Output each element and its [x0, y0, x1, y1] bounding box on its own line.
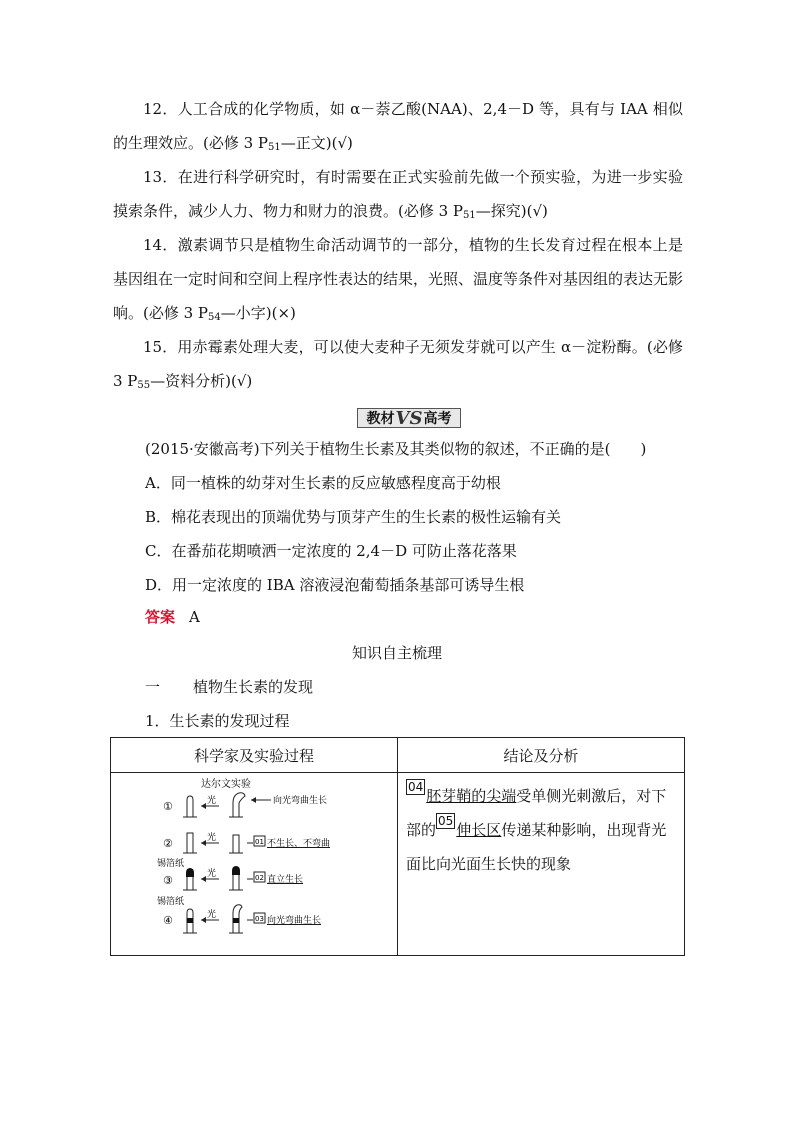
- result-3: 直立生长: [267, 875, 304, 885]
- result-4: 向光弯曲生长: [267, 916, 322, 926]
- result-2: 不生长、不弯曲: [267, 839, 331, 849]
- answer-05: 伸长区: [456, 821, 502, 839]
- coleoptile-1b: [233, 793, 245, 817]
- subsection-heading: 1．生长素的发现过程: [145, 712, 290, 730]
- row1-num: ①: [163, 800, 173, 813]
- item-15: 15．用赤霉素处理大麦，可以使大麦种子无须发芽就可以产生 α－淀粉酶。(必修 3 $P_{55}—$资料分析)(√): [113, 338, 683, 391]
- conclusion-cell: 04 胚芽鞘的尖端受单侧光刺激后，对下部的 05 伸长区传递某种影响，出现背光面比向光面生长快的现象: [398, 773, 685, 956]
- row4-num: ④: [163, 914, 173, 927]
- section-heading: 一 植物生长素的发现: [145, 678, 314, 696]
- experiment-cell: [111, 773, 398, 956]
- row2-num: ②: [163, 837, 173, 850]
- coleoptile-2b: [233, 835, 239, 853]
- svg-text:光: 光: [207, 796, 217, 806]
- foil-label-3: 锡箔纸: [157, 859, 185, 869]
- answer-label: 答案: [145, 608, 176, 626]
- svg-text:03: 03: [255, 915, 264, 923]
- answer: [145, 600, 200, 634]
- option-b: B．棉花表现出的顶端优势与顶芽产生的生长素的极性运输有关: [145, 508, 562, 526]
- exam-question: (2015·安徽高考)下列关于植物生长素及其类似物的叙述，不正确的是( ): [145, 440, 647, 458]
- textbook-vs-exam-banner: 教材 VS 高考: [357, 408, 461, 428]
- answer-value: A: [189, 608, 200, 626]
- svg-text:01: 01: [255, 838, 264, 846]
- header-experiment: 科学家及实验过程: [111, 738, 398, 773]
- option-d: D．用一定浓度的 IBA 溶液浸泡葡萄插条基部可诱导生根: [145, 576, 525, 594]
- svg-text:光: 光: [207, 869, 217, 879]
- header-conclusion: 结论及分析: [398, 738, 685, 773]
- item-12: 12．人工合成的化学物质，如 α－萘乙酸(NAA)、2,4－D 等，具有与 IAA 相似的生理效应。(必修 3 $P_{51}—$正文)(√): [113, 100, 684, 153]
- foil-label-4: 锡箔纸: [157, 897, 185, 907]
- discovery-table: [110, 737, 685, 956]
- foil-cap-3: [186, 868, 194, 877]
- svg-text:02: 02: [255, 874, 264, 882]
- item-13: 13．在进行科学研究时，有时需要在正式实验前先做一个预实验，为进一步实验摸索条件，减少人力、物力和财力的浪费。(必修 3 $P_{51}—$探究)(√): [113, 168, 683, 221]
- blank-05: 05: [438, 814, 454, 828]
- foil-band-4: [187, 918, 194, 923]
- svg-text:光: 光: [207, 910, 217, 920]
- option-c: C．在番茄花期喷洒一定浓度的 2,4－D 可防止落花落果: [145, 542, 517, 560]
- item-14: 14．激素调节只是植物生命活动调节的一部分，植物的生长发育过程在根本上是基因组在一定时间和空间上程序性表达的结果，光照、温度等条件对基因组的表达无影响。(必修 3 $P_{54}—$小字)(×): [113, 236, 684, 323]
- blank-04: 04: [408, 780, 424, 794]
- section-title: 知识自主梳理: [351, 644, 442, 662]
- answer-04: 胚芽鞘的尖端: [426, 787, 517, 805]
- svg-text:光: 光: [207, 833, 217, 843]
- experiment-title: 达尔文实验: [201, 779, 251, 790]
- row3-num: ③: [163, 874, 173, 887]
- coleoptile-1a: [187, 796, 193, 817]
- darwin-experiment-diagram: [111, 773, 397, 951]
- option-a: A．同一植株的幼芽对生长素的反应敏感程度高于幼根: [145, 474, 501, 492]
- coleoptile-2a: [187, 833, 193, 853]
- result-1: 向光弯曲生长: [273, 796, 328, 806]
